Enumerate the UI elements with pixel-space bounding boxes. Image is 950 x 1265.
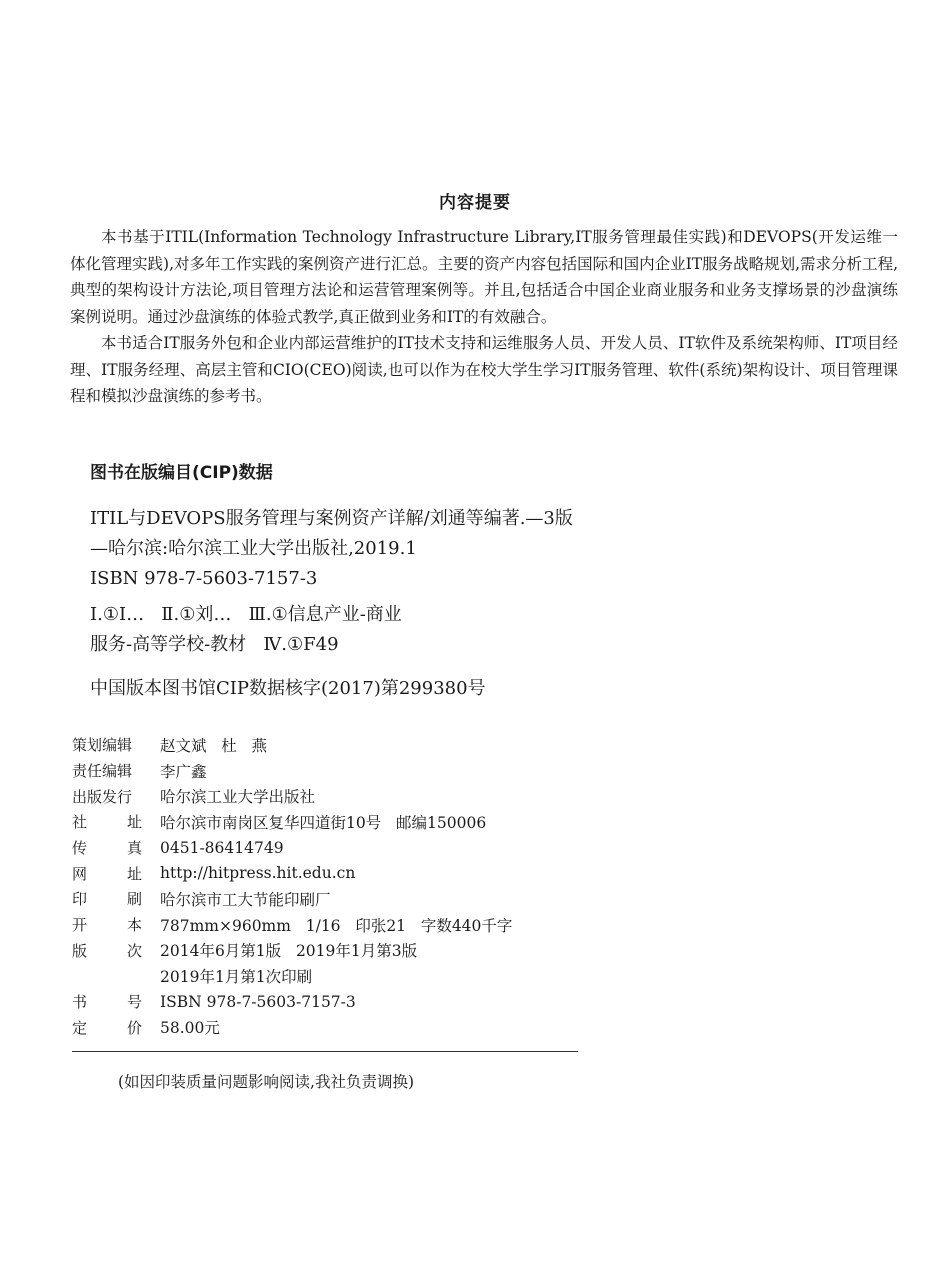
detail-row — [72, 912, 672, 938]
detail-value: 哈尔滨工业大学出版社 — [160, 788, 316, 807]
detail-label: 定 价 — [72, 1018, 142, 1037]
detail-row — [72, 1015, 672, 1041]
detail-value: 2019年1月第1次印刷 — [160, 968, 313, 987]
detail-value: 哈尔滨市南岗区复华四道街10号 邮编150006 — [160, 813, 487, 832]
detail-label: 版 次 — [72, 941, 142, 960]
detail-label: 开 本 — [72, 916, 142, 935]
cip-isbn-line: ISBN 978-7-5603-7157-3 — [90, 568, 318, 589]
publication-details — [72, 732, 672, 1040]
detail-row — [72, 938, 672, 964]
detail-row — [72, 758, 672, 784]
detail-label: 策划编辑 — [72, 736, 133, 755]
detail-value: 2014年6月第1版 2019年1月第3版 — [160, 942, 418, 961]
cip-title-line: ITIL与DEVOPS服务管理与案例资产详解/刘通等编著.—3版 — [90, 508, 573, 529]
detail-row — [72, 835, 672, 861]
summary-paragraph: 本书适合IT服务外包和企业内部运营维护的IT技术支持和运维服务人员、开发人员、IT软件及系统架构师、IT项目经理、IT服务经理、高层主管和CIO(CEO)阅读,也可以作为在校大学生学习IT服务管理、软件(系统)架构设计、项目管理课程和模拟沙盘演练的参考书。 — [70, 334, 898, 405]
detail-value: ISBN 978-7-5603-7157-3 — [160, 992, 356, 1011]
summary-paragraph: 本书基于ITIL(Information Technology Infrastructure Library,IT服务管理最佳实践)和DEVOPS(开发运维一体化管理实践),对多年工作实践的案例资产进行汇总。主要的资产内容包括国际和国内企业IT服务战略规划,需求分析工程,典型的架构设计方法论,项目管理方法论和运营管理案例等。并且,包括适合中国企业商业服务和业务支撑场景的沙盘演练案例说明。通过沙盘演练的体验式教学,真正做到业务和IT的有效融合。 — [70, 228, 898, 326]
detail-label: 责任编辑 — [72, 762, 133, 781]
summary-body — [70, 224, 898, 410]
detail-row — [72, 783, 672, 809]
detail-label: 印 刷 — [72, 890, 142, 909]
cip-publisher-line: —哈尔滨:哈尔滨工业大学出版社,2019.1 — [90, 538, 417, 559]
cip-classification-line: Ⅰ.①Ⅰ… Ⅱ.①刘… Ⅲ.①信息产业-商业 — [90, 604, 402, 625]
divider-line — [72, 1051, 578, 1052]
detail-label: 社 址 — [72, 813, 142, 832]
detail-value: 0451-86414749 — [160, 838, 284, 857]
quality-notice: (如因印装质量问题影响阅读,我社负责调换) — [118, 1073, 415, 1091]
detail-row — [72, 809, 672, 835]
detail-row — [72, 989, 672, 1015]
detail-value: 李广鑫 — [160, 762, 207, 781]
detail-row — [72, 860, 672, 886]
detail-label: 书 号 — [72, 993, 142, 1012]
detail-value: 赵文斌 杜 燕 — [160, 736, 268, 755]
detail-label: 传 真 — [72, 839, 142, 858]
detail-label: 出版发行 — [72, 787, 133, 806]
cip-main-entry — [90, 504, 710, 594]
detail-value: http://hitpress.hit.edu.cn — [160, 864, 356, 883]
cip-classification-line: 服务-高等学校-教材 Ⅳ.①F49 — [90, 634, 339, 655]
cip-classification — [90, 600, 710, 660]
detail-row — [72, 732, 672, 758]
detail-value: 哈尔滨市工大节能印刷厂 — [160, 890, 331, 909]
detail-label: 网 址 — [72, 864, 142, 883]
summary-title: 内容提要 — [439, 193, 511, 213]
detail-row — [72, 963, 672, 989]
cip-number: 中国版本图书馆CIP数据核字(2017)第299380号 — [90, 678, 486, 699]
detail-value: 58.00元 — [160, 1019, 220, 1038]
detail-row — [72, 886, 672, 912]
cip-title: 图书在版编目(CIP)数据 — [90, 463, 273, 483]
detail-value: 787mm×960mm 1/16 印张21 字数440千字 — [160, 916, 513, 935]
